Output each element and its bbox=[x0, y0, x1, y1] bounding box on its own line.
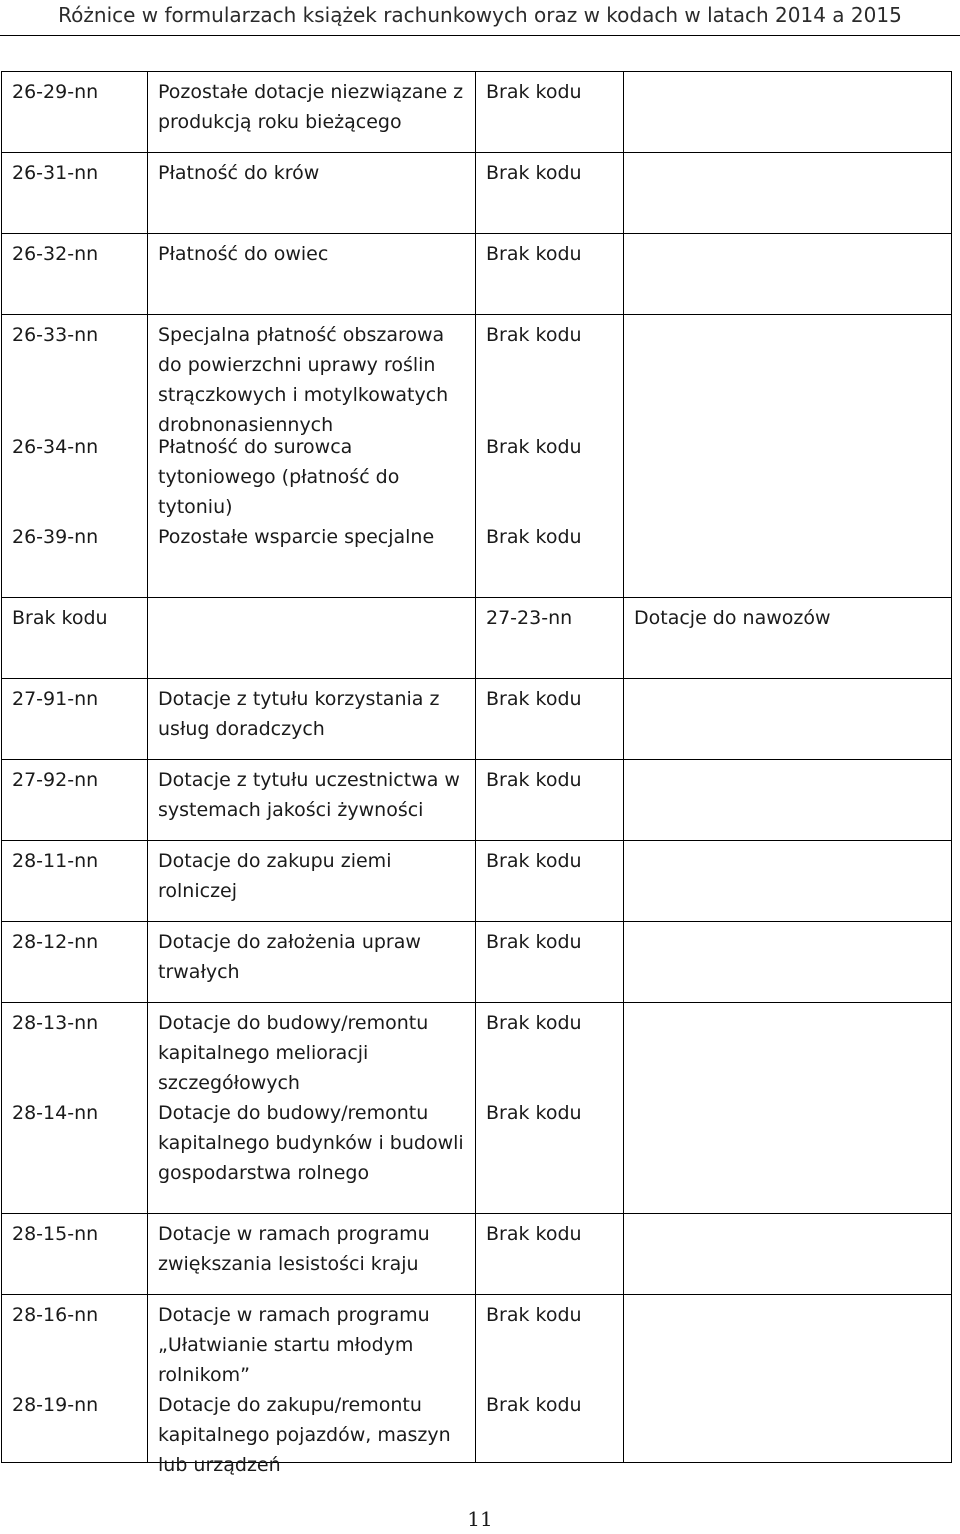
cell-name2015 bbox=[624, 234, 952, 315]
table-row bbox=[2, 679, 952, 760]
cell-name2015 bbox=[624, 1003, 952, 1214]
cell-text-code2014: 26-31-nn bbox=[12, 162, 99, 184]
cell-code2014 bbox=[2, 598, 148, 679]
cell-text-code2015: Brak kodu bbox=[486, 1223, 582, 1245]
cell-text-name2015 bbox=[624, 1385, 951, 1462]
cell-text-name2014: Płatność do krów bbox=[158, 162, 320, 184]
cell-text-name2015 bbox=[624, 1003, 951, 1093]
page-header bbox=[0, 0, 960, 36]
cell-code2014 bbox=[2, 234, 148, 315]
cell-code2015 bbox=[476, 315, 624, 598]
cell-code2015 bbox=[476, 72, 624, 153]
cell-text-code2014: Brak kodu bbox=[12, 607, 108, 629]
cell-text-code2014: 28-16-nn bbox=[12, 1304, 99, 1326]
cell-text-code2015: Brak kodu bbox=[486, 1102, 582, 1124]
cell-text-name2014: Dotacje z tytułu korzystania z usług doradczych bbox=[158, 688, 440, 740]
cell-name2014 bbox=[148, 1295, 476, 1476]
cell-text-name2014: Dotacje z tytułu uczestnictwa w systemach jakości żywności bbox=[158, 769, 460, 821]
cell-text-code2014: 28-13-nn bbox=[12, 1012, 99, 1034]
cell-text-code2015: Brak kodu bbox=[486, 931, 582, 953]
cell-code2014 bbox=[2, 72, 148, 153]
cell-text-name2015 bbox=[624, 679, 951, 759]
cell-text-code2015: Brak kodu bbox=[486, 324, 582, 346]
cell-text-name2014: Pozostałe dotacje niezwiązane z produkcją roku bieżącego bbox=[158, 81, 464, 133]
cell-text-code2015: Brak kodu bbox=[486, 688, 582, 710]
cell-name2014 bbox=[148, 679, 476, 760]
cell-text-name2015 bbox=[624, 153, 951, 233]
cell-code2014 bbox=[2, 760, 148, 841]
cell-code2014 bbox=[2, 841, 148, 922]
cell-text-code2014: 26-29-nn bbox=[12, 81, 99, 103]
cell-text-name2014: Dotacje do zakupu/remontu kapitalnego pojazdów, maszyn lub urządzeń bbox=[158, 1394, 451, 1476]
cell-text-name2014: Dotacje do zakupu ziemi rolniczej bbox=[158, 850, 392, 902]
cell-text-code2014: 26-33-nn bbox=[12, 324, 99, 346]
code-differences-table bbox=[1, 71, 952, 1476]
cell-name2015 bbox=[624, 679, 952, 760]
cell-text-name2015 bbox=[624, 427, 951, 517]
cell-text-name2014: Specjalna płatność obszarowa do powierzchni uprawy roślin strączkowych i motylkowatych drobnonasiennych bbox=[158, 324, 449, 436]
cell-text-code2014: 26-32-nn bbox=[12, 243, 99, 265]
cell-code2015 bbox=[476, 153, 624, 234]
cell-name2015 bbox=[624, 841, 952, 922]
cell-text-code2014: 27-91-nn bbox=[12, 688, 99, 710]
cell-name2014 bbox=[148, 1214, 476, 1295]
cell-text-name2014 bbox=[148, 598, 475, 678]
table-row bbox=[2, 234, 952, 315]
cell-text-name2015 bbox=[624, 517, 951, 597]
cell-code2015 bbox=[476, 1295, 624, 1463]
page-number: 11 bbox=[467, 1507, 493, 1531]
cell-code2015 bbox=[476, 1214, 624, 1295]
cell-text-name2014: Dotacje w ramach programu zwiększania lesistości kraju bbox=[158, 1223, 430, 1275]
cell-text-code2014: 27-92-nn bbox=[12, 769, 99, 791]
cell-name2014 bbox=[148, 760, 476, 841]
table-row bbox=[2, 153, 952, 234]
cell-text-code2015: Brak kodu bbox=[486, 769, 582, 791]
cell-code2015 bbox=[476, 760, 624, 841]
table-row bbox=[2, 922, 952, 1003]
table-body bbox=[2, 72, 952, 1476]
cell-text-name2014: Dotacje w ramach programu „Ułatwianie startu młodym rolnikom” bbox=[158, 1304, 430, 1386]
cell-text-code2014: 28-12-nn bbox=[12, 931, 99, 953]
cell-text-code2015: Brak kodu bbox=[486, 1394, 582, 1416]
table-row bbox=[2, 1295, 952, 1463]
cell-text-code2014: 28-19-nn bbox=[12, 1394, 99, 1416]
cell-code2015 bbox=[476, 598, 624, 679]
cell-name2014 bbox=[148, 598, 476, 679]
cell-code2015 bbox=[476, 234, 624, 315]
cell-text-name2014: Dotacje do budowy/remontu kapitalnego melioracji szczegółowych bbox=[158, 1012, 429, 1094]
cell-text-code2015: Brak kodu bbox=[486, 162, 582, 184]
table-row bbox=[2, 760, 952, 841]
table-row bbox=[2, 598, 952, 679]
cell-text-name2015 bbox=[624, 1214, 951, 1294]
cell-name2015 bbox=[624, 315, 952, 598]
cell-text-name2015 bbox=[624, 315, 951, 427]
cell-text-name2015: Dotacje do nawozów bbox=[634, 607, 831, 629]
cell-text-code2015: Brak kodu bbox=[486, 436, 582, 458]
cell-name2015 bbox=[624, 598, 952, 679]
cell-text-name2015 bbox=[624, 922, 951, 1002]
cell-text-code2015: Brak kodu bbox=[486, 1012, 582, 1034]
cell-code2015 bbox=[476, 922, 624, 1003]
cell-name2015 bbox=[624, 760, 952, 841]
cell-name2015 bbox=[624, 1214, 952, 1295]
cell-text-name2015 bbox=[624, 234, 951, 314]
cell-text-code2014: 28-14-nn bbox=[12, 1102, 99, 1124]
cell-text-code2015: Brak kodu bbox=[486, 1304, 582, 1326]
cell-text-name2015 bbox=[624, 1093, 951, 1213]
cell-name2014 bbox=[148, 841, 476, 922]
cell-name2014 bbox=[148, 153, 476, 234]
cell-name2014 bbox=[148, 1003, 476, 1214]
cell-name2015 bbox=[624, 1295, 952, 1463]
cell-text-code2015: 27-23-nn bbox=[486, 607, 573, 629]
cell-text-name2015 bbox=[624, 1295, 951, 1385]
cell-name2014 bbox=[148, 315, 476, 598]
cell-name2015 bbox=[624, 72, 952, 153]
cell-text-name2014: Płatność do surowca tytoniowego (płatność do tytoniu) bbox=[158, 436, 400, 518]
cell-text-code2014: 28-11-nn bbox=[12, 850, 99, 872]
table-row bbox=[2, 72, 952, 153]
cell-text-code2014: 26-34-nn bbox=[12, 436, 99, 458]
cell-code2014 bbox=[2, 1214, 148, 1295]
cell-name2014 bbox=[148, 234, 476, 315]
cell-code2015 bbox=[476, 841, 624, 922]
cell-text-name2014: Pozostałe wsparcie specjalne bbox=[158, 526, 435, 548]
cell-code2015 bbox=[476, 679, 624, 760]
cell-text-code2015: Brak kodu bbox=[486, 243, 582, 265]
table-row bbox=[2, 1214, 952, 1295]
header-title: Różnice w formularzach książek rachunkowych oraz w kodach w latach 2014 a 2015 bbox=[58, 3, 902, 27]
cell-text-code2015: Brak kodu bbox=[486, 81, 582, 103]
table-row bbox=[2, 1003, 952, 1214]
cell-code2014 bbox=[2, 153, 148, 234]
cell-text-name2015 bbox=[624, 72, 951, 152]
cell-name2014 bbox=[148, 922, 476, 1003]
cell-text-name2015 bbox=[624, 760, 951, 840]
cell-name2015 bbox=[624, 922, 952, 1003]
cell-code2014 bbox=[2, 679, 148, 760]
cell-text-name2014: Płatność do owiec bbox=[158, 243, 329, 265]
cell-text-code2015: Brak kodu bbox=[486, 526, 582, 548]
cell-code2014 bbox=[2, 922, 148, 1003]
cell-text-name2014: Dotacje do założenia upraw trwałych bbox=[158, 931, 421, 983]
cell-code2014 bbox=[2, 315, 148, 598]
cell-text-code2014: 28-15-nn bbox=[12, 1223, 99, 1245]
table-row bbox=[2, 315, 952, 598]
cell-text-code2015: Brak kodu bbox=[486, 850, 582, 872]
cell-name2014 bbox=[148, 72, 476, 153]
cell-text-code2014: 26-39-nn bbox=[12, 526, 99, 548]
cell-text-name2014: Dotacje do budowy/remontu kapitalnego budynków i budowli gospodarstwa rolnego bbox=[158, 1102, 464, 1184]
table-row bbox=[2, 841, 952, 922]
cell-text-name2015 bbox=[624, 841, 951, 921]
cell-name2015 bbox=[624, 153, 952, 234]
cell-code2015 bbox=[476, 1003, 624, 1214]
cell-code2014 bbox=[2, 1295, 148, 1463]
cell-code2014 bbox=[2, 1003, 148, 1214]
